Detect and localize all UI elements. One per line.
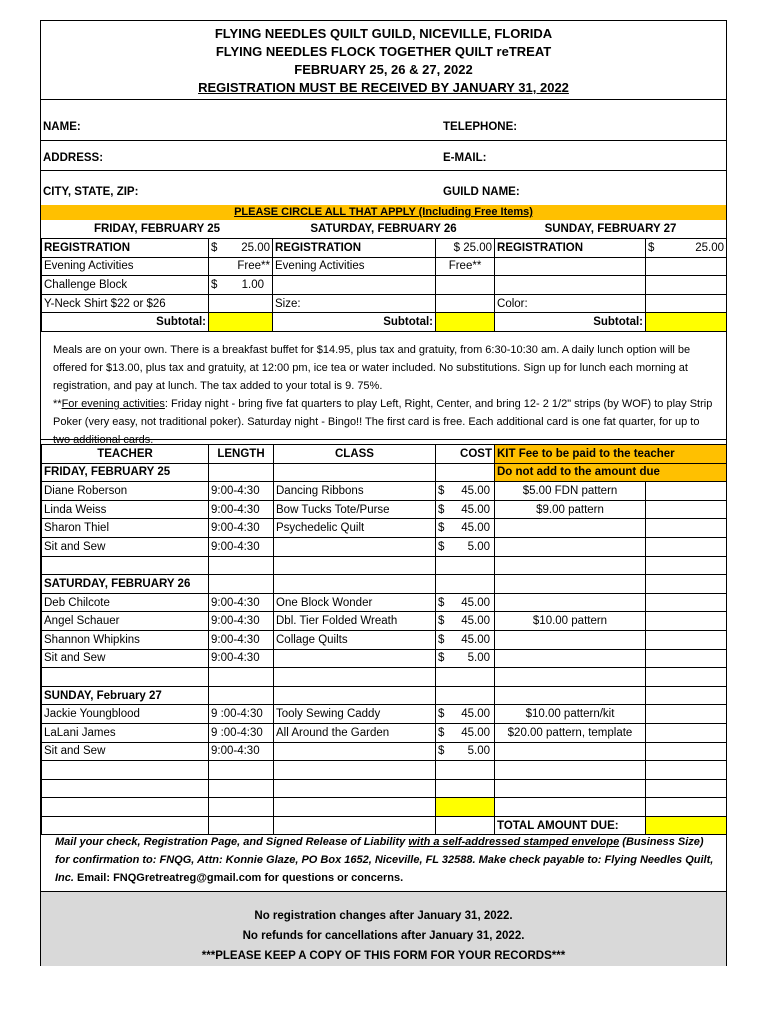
cost-cell: $ 45.00 xyxy=(436,723,495,742)
cost-cell xyxy=(436,686,495,705)
class-row xyxy=(42,630,727,649)
class-name-cell: Psychedelic Quilt xyxy=(274,519,436,538)
teacher-cell: SUNDAY, February 27 xyxy=(42,686,209,705)
cost-cell: $ 45.00 xyxy=(436,705,495,724)
challenge-block-label: Challenge Block xyxy=(42,276,209,295)
class-row xyxy=(42,668,727,687)
length-cell: 9:00-4:30 xyxy=(209,482,274,501)
kit-fee-cell xyxy=(495,556,646,575)
registration-form xyxy=(40,20,727,966)
sunday-registration-label: REGISTRATION xyxy=(495,239,646,258)
class-row xyxy=(42,537,727,556)
sunday-header: SUNDAY, FEBRUARY 27 xyxy=(544,223,677,236)
sunday-subtotal-label: Subtotal: xyxy=(495,313,646,332)
length-cell: 9:00-4:30 xyxy=(209,649,274,668)
day-section-row xyxy=(42,686,727,705)
guild-title: FLYING NEEDLES QUILT GUILD, NICEVILLE, FLORIDA xyxy=(214,26,553,41)
circle-all-notice: PLEASE CIRCLE ALL THAT APPLY (Including Free Items) xyxy=(41,205,726,220)
telephone-label: TELEPHONE: xyxy=(443,121,518,133)
kit-fee-cell xyxy=(495,798,646,817)
teacher-cell: Sharon Thiel xyxy=(42,519,209,538)
kit-fee-cell: $9.00 pattern xyxy=(495,500,646,519)
teacher-cell: Sit and Sew xyxy=(42,649,209,668)
saturday-evening-label: Evening Activities xyxy=(273,257,436,276)
kit-fee-cell: $5.00 FDN pattern xyxy=(495,482,646,501)
friday-registration-label: REGISTRATION xyxy=(42,239,209,258)
friday-evening-fee: Free** xyxy=(209,257,273,276)
class-name-cell xyxy=(274,649,436,668)
class-row xyxy=(42,500,727,519)
class-name-cell xyxy=(274,537,436,556)
cost-column-header: COST xyxy=(436,445,495,464)
class-name-cell xyxy=(274,686,436,705)
teacher-cell: Jackie Youngblood xyxy=(42,705,209,724)
kit-fee-cell xyxy=(495,593,646,612)
kit-fee-cell xyxy=(495,761,646,780)
length-cell xyxy=(209,575,274,594)
saturday-registration-label: REGISTRATION xyxy=(273,239,436,258)
length-cell: 9 :00-4:30 xyxy=(209,723,274,742)
teacher-cell xyxy=(42,668,209,687)
shirt-color-field[interactable]: Color: xyxy=(495,294,646,313)
meals-note: Meals are on your own. There is a breakfast buffet for $14.95, plus tax and gratuity, from 6:30-10:30 am. A daily lunch option will be offered for $13.00, plus tax and gratuity, at 12:00 pm, ice tea or water included. No substitutions. Sign up for lunch each morning at registration, and pay at lunch. The tax added to your total is 9. 75%. xyxy=(53,344,691,392)
kit-fee-header: KIT Fee to be paid to the teacher xyxy=(495,445,727,464)
teacher-cell: Angel Schauer xyxy=(42,612,209,631)
teacher-cell: LaLani James xyxy=(42,723,209,742)
policy-footer xyxy=(41,892,726,966)
sunday-subtotal-field[interactable] xyxy=(646,313,727,332)
cost-cell xyxy=(436,556,495,575)
friday-header: FRIDAY, FEBRUARY 25 xyxy=(93,223,221,236)
class-row xyxy=(42,723,727,742)
cost-cell xyxy=(436,575,495,594)
length-cell xyxy=(209,779,274,798)
class-name-cell: One Block Wonder xyxy=(274,593,436,612)
mailing-instructions: Mail your check, Registration Page, and Signed Release of Liability with a self-addressed stamped envelope (Business Size) for confirmation to: FNQG, Attn: Konnie Glaze, PO Box 1652, Niceville, FL 32588. Make check payable to: Flying Needles Quilt, Inc. Email: FNQGretreatreg@gmail.com for questions or concerns. xyxy=(55,836,714,884)
class-column-header: CLASS xyxy=(274,445,436,464)
address-label: ADDRESS: xyxy=(43,152,104,164)
class-name-cell: All Around the Garden xyxy=(274,723,436,742)
shirt-label: Y-Neck Shirt $22 or $26 xyxy=(42,294,209,313)
registration-table xyxy=(41,220,727,332)
kit-fee-cell: $10.00 pattern/kit xyxy=(495,705,646,724)
teacher-cell: Deb Chilcote xyxy=(42,593,209,612)
teacher-cell xyxy=(42,556,209,575)
teacher-cell: Linda Weiss xyxy=(42,500,209,519)
length-cell xyxy=(209,761,274,780)
friday-subtotal-label: Subtotal: xyxy=(42,313,209,332)
teacher-cell xyxy=(42,761,209,780)
friday-registration-fee: $ 25.00 xyxy=(209,239,273,258)
kit-fee-cell xyxy=(495,742,646,761)
class-row xyxy=(42,779,727,798)
cost-cell xyxy=(436,779,495,798)
friday-subtotal-field[interactable] xyxy=(209,313,273,332)
length-column-header: LENGTH xyxy=(209,445,274,464)
kit-fee-cell xyxy=(495,649,646,668)
class-name-cell xyxy=(274,463,436,482)
kit-fee-cell xyxy=(495,779,646,798)
class-row xyxy=(42,593,727,612)
class-row xyxy=(42,705,727,724)
event-dates: FEBRUARY 25, 26 & 27, 2022 xyxy=(294,62,473,77)
class-name-cell xyxy=(274,742,436,761)
kit-fee-note: Do not add to the amount due xyxy=(495,463,727,482)
teacher-cell: SATURDAY, FEBRUARY 26 xyxy=(42,575,209,594)
cost-cell: $ 45.00 xyxy=(436,612,495,631)
cost-cell: $ 5.00 xyxy=(436,537,495,556)
cost-cell xyxy=(436,463,495,482)
class-row xyxy=(42,612,727,631)
class-row xyxy=(42,742,727,761)
teacher-cell xyxy=(42,779,209,798)
cost-cell: $ 5.00 xyxy=(436,649,495,668)
keep-copy-notice: ***PLEASE KEEP A COPY OF THIS FORM FOR YOUR RECORDS*** xyxy=(201,950,566,962)
kit-fee-cell xyxy=(495,686,646,705)
saturday-header: SATURDAY, FEBRUARY 26 xyxy=(310,223,457,236)
class-name-cell: Bow Tucks Tote/Purse xyxy=(274,500,436,519)
class-name-cell xyxy=(274,556,436,575)
saturday-subtotal-label: Subtotal: xyxy=(273,313,436,332)
length-cell: 9:00-4:30 xyxy=(209,519,274,538)
length-cell: 9:00-4:30 xyxy=(209,630,274,649)
length-cell: 9:00-4:30 xyxy=(209,742,274,761)
class-row xyxy=(42,556,727,575)
event-title: FLYING NEEDLES FLOCK TOGETHER QUILT reTREAT xyxy=(215,44,552,59)
saturday-subtotal-field[interactable] xyxy=(436,313,495,332)
kit-fee-cell: $20.00 pattern, template xyxy=(495,723,646,742)
length-cell: 9:00-4:30 xyxy=(209,612,274,631)
kit-fee-cell xyxy=(495,630,646,649)
length-cell: 9:00-4:30 xyxy=(209,593,274,612)
class-name-cell xyxy=(274,761,436,780)
no-refunds-notice: No refunds for cancellations after January 31, 2022. xyxy=(242,930,525,942)
class-name-cell: Dancing Ribbons xyxy=(274,482,436,501)
saturday-evening-fee: Free** xyxy=(436,257,495,276)
deadline-notice: REGISTRATION MUST BE RECEIVED BY JANUARY 31, 2022 xyxy=(198,80,569,95)
no-changes-notice: No registration changes after January 31, 2022. xyxy=(254,910,513,922)
length-cell xyxy=(209,556,274,575)
cost-cell: $ 45.00 xyxy=(436,500,495,519)
email-label: E-MAIL: xyxy=(443,152,487,164)
class-row xyxy=(42,482,727,501)
length-cell xyxy=(209,463,274,482)
class-name-cell xyxy=(274,668,436,687)
kit-fee-cell xyxy=(495,668,646,687)
class-row xyxy=(42,761,727,780)
guild-name-label: GUILD NAME: xyxy=(443,186,520,198)
class-name-cell xyxy=(274,779,436,798)
cost-cell: $ 45.00 xyxy=(436,630,495,649)
cost-cell xyxy=(436,761,495,780)
class-name-cell xyxy=(274,575,436,594)
length-cell: 9:00-4:30 xyxy=(209,537,274,556)
evening-activities-note: **For evening activities: Friday night - bring five fat quarters to play Left, Right, Center, and bring 12- 2 1/2" strips (by WOF) to play Strip Poker (very easy, not traditional poker). Saturday night - Bingo!! The first card is free. Each additional card is one fat quarter, for up to two additional cards. xyxy=(53,398,713,446)
kit-fee-cell: $10.00 pattern xyxy=(495,612,646,631)
sunday-registration-fee: $ 25.00 xyxy=(646,239,727,258)
kit-fee-cell xyxy=(495,537,646,556)
cost-cell: $ 45.00 xyxy=(436,482,495,501)
length-cell xyxy=(209,686,274,705)
cost-cell: $ 5.00 xyxy=(436,742,495,761)
cost-cell xyxy=(436,798,495,817)
challenge-block-fee: $ 1.00 xyxy=(209,276,273,295)
cost-cell: $ 45.00 xyxy=(436,519,495,538)
shirt-size-field[interactable]: Size: xyxy=(273,294,436,313)
length-cell xyxy=(209,668,274,687)
teacher-cell: FRIDAY, FEBRUARY 25 xyxy=(42,463,209,482)
class-name-cell: Collage Quilts xyxy=(274,630,436,649)
class-name-cell xyxy=(274,798,436,817)
saturday-registration-fee: $ 25.00 xyxy=(436,239,495,258)
teacher-cell: Sit and Sew xyxy=(42,537,209,556)
name-label: NAME: xyxy=(43,121,81,133)
teacher-cell: Sit and Sew xyxy=(42,742,209,761)
class-name-cell: Tooly Sewing Caddy xyxy=(274,705,436,724)
day-section-row xyxy=(42,575,727,594)
class-name-cell: Dbl. Tier Folded Wreath xyxy=(274,612,436,631)
cost-cell xyxy=(436,668,495,687)
length-cell: 9:00-4:30 xyxy=(209,500,274,519)
form-header xyxy=(41,21,726,97)
teacher-cell xyxy=(42,798,209,817)
class-row xyxy=(42,519,727,538)
cost-cell: $ 45.00 xyxy=(436,593,495,612)
length-cell: 9 :00-4:30 xyxy=(209,705,274,724)
total-amount-label: TOTAL AMOUNT DUE: xyxy=(495,816,646,835)
kit-fee-cell xyxy=(495,575,646,594)
friday-evening-label: Evening Activities xyxy=(42,257,209,276)
classes-table xyxy=(41,444,727,835)
teacher-column-header: TEACHER xyxy=(42,445,209,464)
day-section-row xyxy=(42,463,727,482)
city-state-zip-label: CITY, STATE, ZIP: xyxy=(43,186,139,198)
kit-fee-cell xyxy=(495,519,646,538)
teacher-cell: Shannon Whipkins xyxy=(42,630,209,649)
length-cell xyxy=(209,798,274,817)
teacher-cell: Diane Roberson xyxy=(42,482,209,501)
class-row xyxy=(42,649,727,668)
class-row xyxy=(42,798,727,817)
